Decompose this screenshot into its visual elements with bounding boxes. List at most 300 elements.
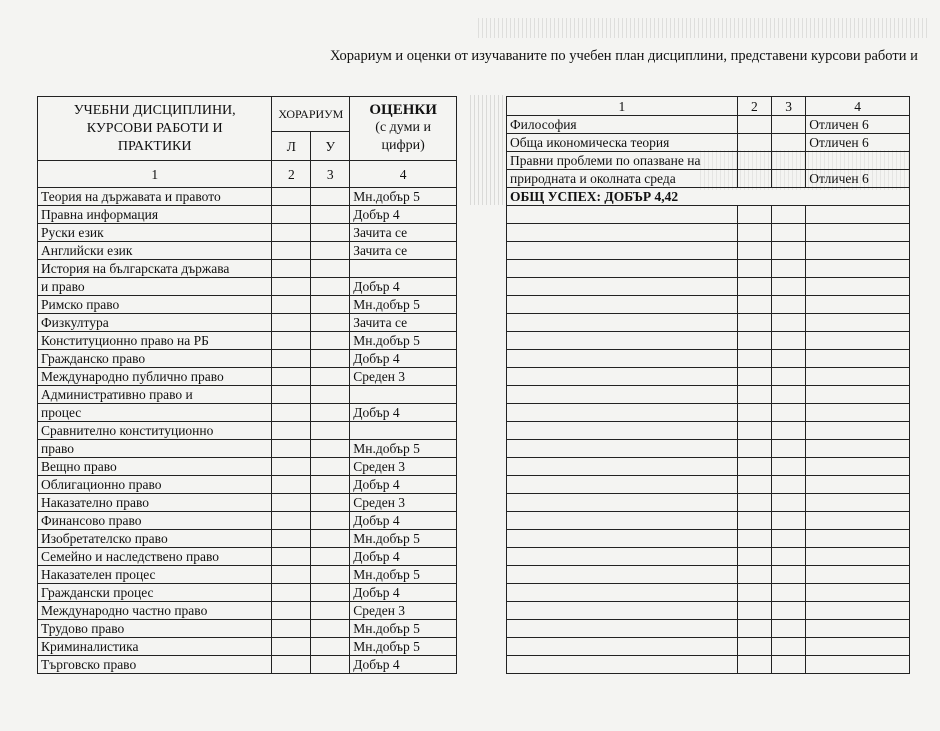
overall-success: ОБЩ УСПЕХ: ДОБЪР 4,42 <box>507 188 910 206</box>
empty-row <box>507 206 910 224</box>
empty-row <box>507 656 910 674</box>
table-row <box>38 404 457 422</box>
hours-u-cell <box>311 548 350 566</box>
grade-cell: Добър 4 <box>350 548 457 566</box>
empty-cell <box>737 458 771 476</box>
r-col-num-2: 2 <box>737 97 771 116</box>
empty-cell <box>737 512 771 530</box>
empty-cell <box>507 260 738 278</box>
discipline-name: Криминалистика <box>38 638 272 656</box>
empty-cell <box>772 224 806 242</box>
table-row <box>38 188 457 206</box>
column-number-row <box>38 161 457 188</box>
right-grades-table <box>506 96 910 674</box>
empty-cell <box>737 422 771 440</box>
empty-cell <box>772 440 806 458</box>
hours-u-cell <box>311 350 350 368</box>
header-hours-u: У <box>311 132 350 161</box>
hours-u-cell <box>311 404 350 422</box>
hours-l-cell <box>272 332 311 350</box>
hours-u-cell <box>311 332 350 350</box>
discipline-name: Граждански процес <box>38 584 272 602</box>
empty-cell <box>806 422 910 440</box>
empty-cell <box>507 404 738 422</box>
col3-cell <box>772 134 806 152</box>
discipline-name: Вещно право <box>38 458 272 476</box>
empty-cell <box>507 548 738 566</box>
discipline-name: История на българската държава <box>38 260 272 278</box>
scan-noise <box>478 18 928 38</box>
empty-cell <box>737 404 771 422</box>
grade-cell: Мн.добър 5 <box>350 638 457 656</box>
col-num-2: 2 <box>272 161 311 188</box>
empty-row <box>507 494 910 512</box>
empty-row <box>507 332 910 350</box>
empty-cell <box>507 242 738 260</box>
empty-cell <box>507 494 738 512</box>
table-row <box>38 656 457 674</box>
empty-row <box>507 224 910 242</box>
table-row <box>38 548 457 566</box>
empty-row <box>507 512 910 530</box>
col2-cell <box>737 152 771 170</box>
grade-cell <box>806 152 910 170</box>
left-grades-table <box>37 96 457 674</box>
hours-l-cell <box>272 440 311 458</box>
empty-cell <box>507 458 738 476</box>
discipline-name: Административно право и <box>38 386 272 404</box>
hours-l-cell <box>272 602 311 620</box>
grade-cell: Отличен 6 <box>806 116 910 134</box>
empty-cell <box>772 314 806 332</box>
table-row <box>38 422 457 440</box>
discipline-name: Международно частно право <box>38 602 272 620</box>
hours-l-cell <box>272 368 311 386</box>
table-row <box>38 350 457 368</box>
hours-u-cell <box>311 584 350 602</box>
hours-u-cell <box>311 188 350 206</box>
hours-l-cell <box>272 566 311 584</box>
empty-cell <box>772 620 806 638</box>
table-row <box>38 314 457 332</box>
grade-cell: Среден 3 <box>350 368 457 386</box>
hours-u-cell <box>311 296 350 314</box>
empty-cell <box>772 638 806 656</box>
r-col-num-4: 4 <box>806 97 910 116</box>
discipline-name: природната и околната среда <box>507 170 738 188</box>
col2-cell <box>737 116 771 134</box>
table-row <box>38 242 457 260</box>
table-row <box>507 152 910 170</box>
table-row <box>38 476 457 494</box>
empty-cell <box>737 332 771 350</box>
hours-u-cell <box>311 476 350 494</box>
scan-noise <box>470 95 506 205</box>
hours-l-cell <box>272 386 311 404</box>
empty-cell <box>737 206 771 224</box>
header-grades-sub: (с думи и цифри) <box>375 120 431 153</box>
empty-row <box>507 260 910 278</box>
discipline-name: Философия <box>507 116 738 134</box>
empty-cell <box>737 638 771 656</box>
table-row <box>38 494 457 512</box>
empty-cell <box>772 512 806 530</box>
hours-u-cell <box>311 314 350 332</box>
empty-cell <box>772 476 806 494</box>
col-num-1: 1 <box>38 161 272 188</box>
table-row <box>38 584 457 602</box>
empty-cell <box>806 260 910 278</box>
grade-cell: Добър 4 <box>350 206 457 224</box>
hours-l-cell <box>272 350 311 368</box>
hours-l-cell <box>272 278 311 296</box>
header-hours-l: Л <box>272 132 311 161</box>
empty-cell <box>737 224 771 242</box>
empty-row <box>507 602 910 620</box>
r-col-num-1: 1 <box>507 97 738 116</box>
table-row <box>507 170 910 188</box>
empty-cell <box>806 638 910 656</box>
empty-cell <box>507 584 738 602</box>
grade-cell: Мн.добър 5 <box>350 188 457 206</box>
empty-cell <box>806 296 910 314</box>
grade-cell: Добър 4 <box>350 278 457 296</box>
hours-l-cell <box>272 314 311 332</box>
discipline-name: Финансово право <box>38 512 272 530</box>
empty-cell <box>806 332 910 350</box>
empty-cell <box>737 584 771 602</box>
grade-cell <box>350 422 457 440</box>
empty-cell <box>507 566 738 584</box>
table-row <box>38 530 457 548</box>
empty-cell <box>507 278 738 296</box>
empty-row <box>507 458 910 476</box>
hours-l-cell <box>272 242 311 260</box>
hours-u-cell <box>311 206 350 224</box>
empty-row <box>507 422 910 440</box>
empty-cell <box>806 476 910 494</box>
header-disciplines-text: УЧЕБНИ ДИСЦИПЛИНИ, КУРСОВИ РАБОТИ И ПРАКТИКИ <box>73 102 236 154</box>
empty-cell <box>737 476 771 494</box>
hours-u-cell <box>311 530 350 548</box>
empty-cell <box>772 566 806 584</box>
col-num-3: 3 <box>311 161 350 188</box>
grade-cell: Добър 4 <box>350 656 457 674</box>
discipline-name: и право <box>38 278 272 296</box>
empty-cell <box>806 404 910 422</box>
discipline-name: Руски език <box>38 224 272 242</box>
empty-cell <box>507 476 738 494</box>
empty-row <box>507 404 910 422</box>
discipline-name: Английски език <box>38 242 272 260</box>
table-row <box>507 116 910 134</box>
grade-cell <box>350 260 457 278</box>
empty-row <box>507 584 910 602</box>
table-row <box>38 458 457 476</box>
empty-row <box>507 440 910 458</box>
empty-cell <box>806 584 910 602</box>
empty-row <box>507 314 910 332</box>
empty-cell <box>507 206 738 224</box>
grade-cell: Добър 4 <box>350 512 457 530</box>
grade-cell: Среден 3 <box>350 602 457 620</box>
hours-u-cell <box>311 494 350 512</box>
grade-cell: Зачита се <box>350 242 457 260</box>
empty-cell <box>772 422 806 440</box>
hours-l-cell <box>272 656 311 674</box>
empty-cell <box>806 494 910 512</box>
empty-cell <box>772 368 806 386</box>
empty-cell <box>806 620 910 638</box>
discipline-name: Международно публично право <box>38 368 272 386</box>
empty-row <box>507 530 910 548</box>
table-row <box>38 566 457 584</box>
empty-cell <box>772 584 806 602</box>
grade-cell: Среден 3 <box>350 494 457 512</box>
table-row <box>38 512 457 530</box>
hours-l-cell <box>272 620 311 638</box>
table-row <box>38 260 457 278</box>
empty-cell <box>772 530 806 548</box>
grade-cell: Мн.добър 5 <box>350 440 457 458</box>
header-hours: ХОРАРИУМ <box>272 97 350 132</box>
table-row <box>38 278 457 296</box>
empty-cell <box>772 494 806 512</box>
col2-cell <box>737 134 771 152</box>
discipline-name: Сравнително конституционно <box>38 422 272 440</box>
grade-cell: Мн.добър 5 <box>350 332 457 350</box>
empty-cell <box>806 566 910 584</box>
hours-u-cell <box>311 638 350 656</box>
empty-cell <box>507 440 738 458</box>
empty-cell <box>806 548 910 566</box>
hours-l-cell <box>272 206 311 224</box>
empty-cell <box>507 332 738 350</box>
discipline-name: Конституционно право на РБ <box>38 332 272 350</box>
hours-l-cell <box>272 584 311 602</box>
empty-cell <box>806 440 910 458</box>
empty-cell <box>806 530 910 548</box>
page-header-title: Хорариум и оценки от изучаваните по учебен план дисциплини, представени курсови работи и <box>330 48 918 64</box>
empty-cell <box>507 296 738 314</box>
empty-row <box>507 350 910 368</box>
empty-cell <box>507 602 738 620</box>
empty-row <box>507 242 910 260</box>
empty-cell <box>772 404 806 422</box>
empty-row <box>507 386 910 404</box>
grade-cell: Добър 4 <box>350 476 457 494</box>
table-row <box>507 134 910 152</box>
hours-l-cell <box>272 638 311 656</box>
grade-cell: Отличен 6 <box>806 134 910 152</box>
col3-cell <box>772 152 806 170</box>
empty-cell <box>772 656 806 674</box>
empty-row <box>507 368 910 386</box>
hours-l-cell <box>272 422 311 440</box>
empty-cell <box>737 602 771 620</box>
empty-cell <box>737 278 771 296</box>
hours-u-cell <box>311 440 350 458</box>
empty-cell <box>737 656 771 674</box>
empty-cell <box>737 242 771 260</box>
empty-row <box>507 278 910 296</box>
empty-row <box>507 566 910 584</box>
discipline-name: Наказателен процес <box>38 566 272 584</box>
empty-row <box>507 548 910 566</box>
col-num-4: 4 <box>350 161 457 188</box>
discipline-name: Правни проблеми по опазване на <box>507 152 738 170</box>
discipline-name: Обща икономическа теория <box>507 134 738 152</box>
empty-cell <box>507 386 738 404</box>
hours-l-cell <box>272 296 311 314</box>
empty-cell <box>772 206 806 224</box>
hours-u-cell <box>311 656 350 674</box>
empty-cell <box>806 314 910 332</box>
empty-cell <box>737 494 771 512</box>
r-col-num-3: 3 <box>772 97 806 116</box>
hours-l-cell <box>272 458 311 476</box>
hours-l-cell <box>272 224 311 242</box>
empty-cell <box>507 620 738 638</box>
empty-cell <box>507 530 738 548</box>
grade-cell: Мн.добър 5 <box>350 620 457 638</box>
discipline-name: Правна информация <box>38 206 272 224</box>
discipline-name: Изобретателско право <box>38 530 272 548</box>
empty-row <box>507 620 910 638</box>
empty-cell <box>737 260 771 278</box>
col2-cell <box>737 170 771 188</box>
grade-cell: Мн.добър 5 <box>350 296 457 314</box>
empty-cell <box>737 620 771 638</box>
empty-cell <box>772 602 806 620</box>
empty-cell <box>737 548 771 566</box>
discipline-name: Гражданско право <box>38 350 272 368</box>
hours-l-cell <box>272 548 311 566</box>
grade-cell: Отличен 6 <box>806 170 910 188</box>
empty-cell <box>737 368 771 386</box>
empty-cell <box>806 602 910 620</box>
empty-row <box>507 476 910 494</box>
hours-u-cell <box>311 242 350 260</box>
empty-cell <box>737 296 771 314</box>
empty-cell <box>806 386 910 404</box>
hours-l-cell <box>272 530 311 548</box>
discipline-name: процес <box>38 404 272 422</box>
table-row <box>38 206 457 224</box>
hours-u-cell <box>311 278 350 296</box>
hours-l-cell <box>272 476 311 494</box>
empty-cell <box>806 350 910 368</box>
table-row <box>38 332 457 350</box>
table-row <box>38 440 457 458</box>
empty-cell <box>806 458 910 476</box>
right-column-number-row <box>507 97 910 116</box>
empty-cell <box>806 512 910 530</box>
hours-u-cell <box>311 512 350 530</box>
empty-cell <box>772 260 806 278</box>
empty-cell <box>772 350 806 368</box>
empty-cell <box>772 278 806 296</box>
hours-u-cell <box>311 458 350 476</box>
hours-u-cell <box>311 224 350 242</box>
empty-cell <box>737 386 771 404</box>
hours-u-cell <box>311 422 350 440</box>
discipline-name: Търговско право <box>38 656 272 674</box>
table-row <box>38 620 457 638</box>
header-grades-title: ОЦЕНКИ <box>369 102 437 118</box>
empty-cell <box>507 350 738 368</box>
grade-cell: Среден 3 <box>350 458 457 476</box>
hours-l-cell <box>272 260 311 278</box>
grade-cell: Мн.добър 5 <box>350 566 457 584</box>
empty-row <box>507 638 910 656</box>
hours-u-cell <box>311 386 350 404</box>
empty-cell <box>806 656 910 674</box>
col3-cell <box>772 170 806 188</box>
hours-l-cell <box>272 188 311 206</box>
table-row <box>38 602 457 620</box>
grade-cell: Добър 4 <box>350 584 457 602</box>
empty-cell <box>772 332 806 350</box>
hours-u-cell <box>311 602 350 620</box>
grade-cell: Добър 4 <box>350 350 457 368</box>
empty-cell <box>507 368 738 386</box>
table-row <box>38 296 457 314</box>
empty-cell <box>806 224 910 242</box>
table-row <box>38 368 457 386</box>
discipline-name: Облигационно право <box>38 476 272 494</box>
empty-cell <box>737 566 771 584</box>
empty-cell <box>507 638 738 656</box>
empty-cell <box>806 368 910 386</box>
grade-cell: Зачита се <box>350 314 457 332</box>
empty-cell <box>737 440 771 458</box>
discipline-name: право <box>38 440 272 458</box>
discipline-name: Трудово право <box>38 620 272 638</box>
summary-row <box>507 188 910 206</box>
discipline-name: Теория на държавата и правото <box>38 188 272 206</box>
empty-cell <box>737 530 771 548</box>
empty-cell <box>806 278 910 296</box>
grade-cell <box>350 386 457 404</box>
discipline-name: Физкултура <box>38 314 272 332</box>
hours-u-cell <box>311 368 350 386</box>
empty-cell <box>772 242 806 260</box>
empty-cell <box>772 386 806 404</box>
table-row <box>38 386 457 404</box>
hours-u-cell <box>311 620 350 638</box>
empty-cell <box>806 242 910 260</box>
header-grades <box>350 97 457 161</box>
col3-cell <box>772 116 806 134</box>
grade-cell: Зачита се <box>350 224 457 242</box>
table-row <box>38 638 457 656</box>
empty-cell <box>507 422 738 440</box>
empty-cell <box>772 548 806 566</box>
header-disciplines <box>38 97 272 161</box>
hours-l-cell <box>272 512 311 530</box>
table-row <box>38 224 457 242</box>
empty-cell <box>772 458 806 476</box>
hours-u-cell <box>311 566 350 584</box>
grade-cell: Добър 4 <box>350 404 457 422</box>
empty-cell <box>507 656 738 674</box>
empty-cell <box>806 206 910 224</box>
discipline-name: Римско право <box>38 296 272 314</box>
hours-l-cell <box>272 404 311 422</box>
empty-cell <box>772 296 806 314</box>
empty-cell <box>737 314 771 332</box>
